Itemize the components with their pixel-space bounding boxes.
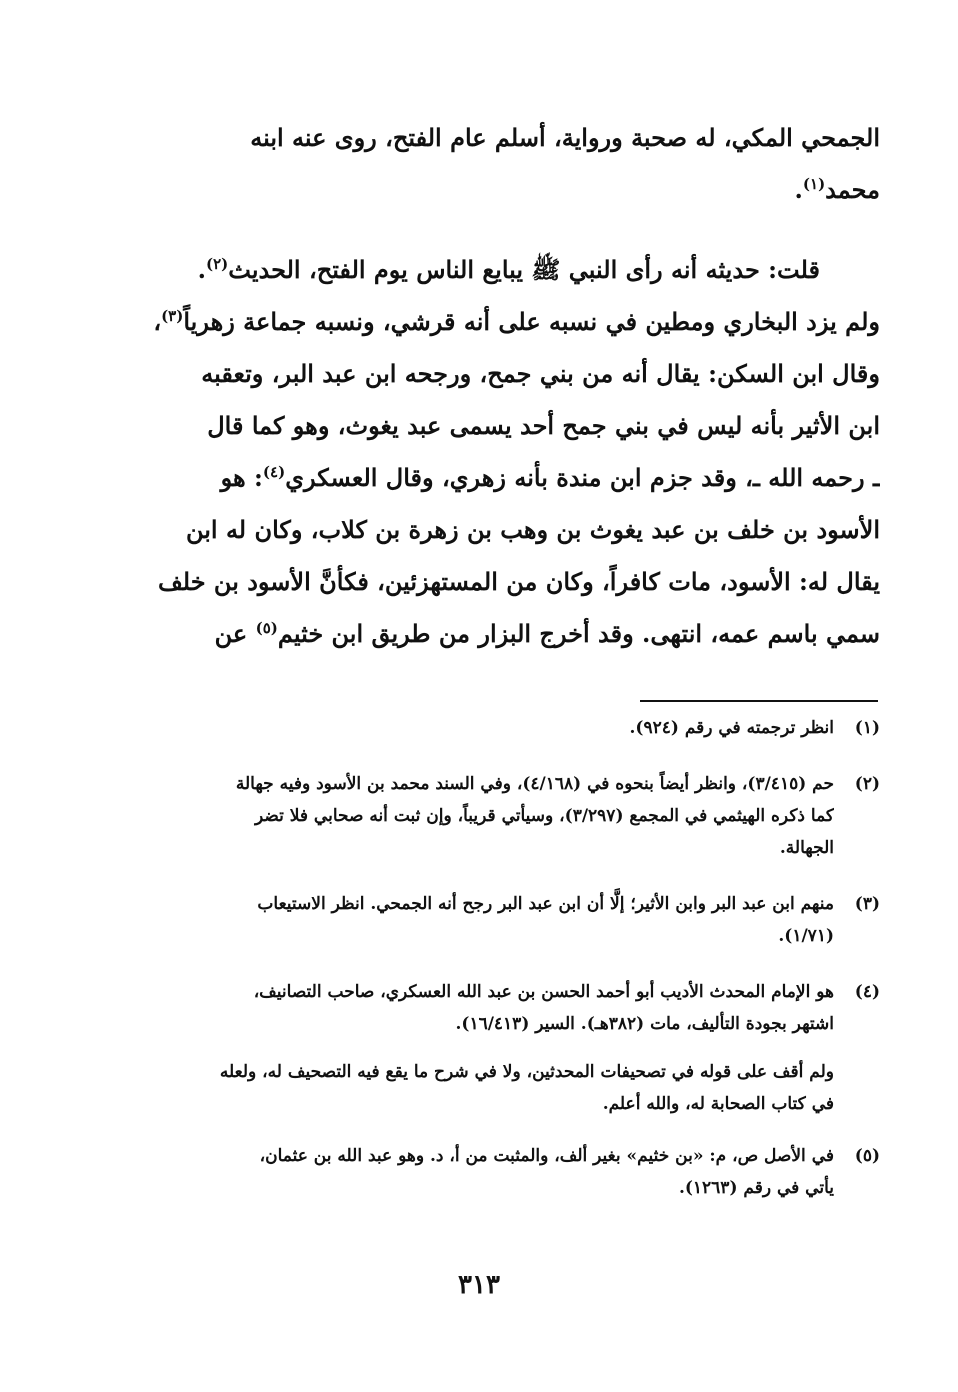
text-segment: . — [794, 175, 803, 204]
text-segment: الأسود بن خلف بن عبد يغوث بن وهب بن زهرة بن كلاب، وكان له ابن — [185, 515, 880, 544]
text-segment: وقال ابن السكن: يقال أنه من بني جمح، ورجحه ابن عبد البر، وتعقبه — [201, 359, 880, 388]
footnote-3 — [128, 888, 880, 952]
footnote-line: اشتهر بجودة التأليف، مات (٣٨٢هـ). السير (١٦/٤١٣). — [455, 1014, 834, 1034]
text-segment: محمد — [825, 175, 880, 204]
footnote-line: حم (٣/٤١٥)، وانظر أيضاً بنحوه في (٤/١٦٨)، وفي السند محمد بن الأسود وفيه جهالة — [235, 774, 834, 794]
text-line — [128, 112, 880, 164]
footnote-body — [128, 976, 834, 1040]
text-segment: الجمحي المكي، له صحبة ورواية، أسلم عام الفتح، روى عنه ابنه — [250, 123, 880, 152]
footnote-number: (٣) — [854, 894, 880, 914]
footnote-line: في كتاب الصحابة له، والله أعلم. — [602, 1094, 834, 1114]
footnote-divider — [640, 700, 878, 702]
footnotes — [128, 712, 880, 1228]
text-segment: سمي باسم عمه، انتهى. وقد أخرج البزار من طريق ابن خثيم — [277, 619, 880, 648]
footnote-number: (١) — [854, 718, 880, 738]
footnote-line: هو الإمام المحدث الأديب أبو أحمد الحسن بن عبد الله العسكري، صاحب التصانيف، — [253, 982, 834, 1002]
footnote-line: كما ذكره الهيثمي في المجمع (٣/٢٩٧)، وسيأتي قريباً، وإن ثبت أنه صحابي فلا تضر — [254, 806, 834, 826]
text-line — [128, 244, 880, 296]
footnote-body — [128, 768, 834, 864]
text-segment: : هو — [220, 463, 263, 492]
footnote-line: ولم أقف على قوله في تصحيفات المحدثين، ولا في شرح ما يقع فيه التصحيف له، ولعله — [219, 1062, 834, 1082]
footnote-body — [128, 1140, 834, 1204]
text-segment: عن — [214, 619, 248, 648]
footnote-4-continuation — [128, 1056, 834, 1120]
page-number: ٣١٣ — [458, 1270, 500, 1300]
text-segment: ابن الأثير بأنه ليس في بني جمح أحد يسمى عبد يغوث، وهو كما قال — [207, 411, 880, 440]
footnote-ref: (٥) — [255, 619, 278, 637]
text-line — [128, 164, 880, 216]
text-line — [128, 348, 880, 400]
text-segment: . — [197, 255, 206, 284]
footnote-number: (٥) — [854, 1146, 880, 1166]
text-line — [128, 556, 880, 608]
footnote-number: (٢) — [854, 774, 880, 794]
footnote-ref: (٤) — [262, 463, 286, 481]
footnote-line: انظر ترجمته في رقم (٩٢٤). — [629, 718, 834, 738]
main-text — [128, 112, 880, 660]
text-segment: ولم يزد البخاري ومطين في نسبه على أنه قرشي، ونسبه جماعة زهرياً — [183, 307, 880, 336]
footnote-4 — [128, 976, 880, 1040]
footnote-5 — [128, 1140, 880, 1204]
footnote-body — [128, 712, 834, 744]
text-line — [128, 608, 880, 660]
footnote-line: منهم ابن عبد البر وابن الأثير؛ إلَّا أن ابن عبد البر رجح أنه الجمحي. انظر الاستيعاب — [257, 894, 834, 914]
footnote-line: في الأصل ص، م: «بن خثيم» بغير ألف، والمثبت من أ، د. وهو عبد الله بن عثمان، — [259, 1146, 834, 1166]
text-line — [128, 400, 880, 452]
text-line — [128, 504, 880, 556]
footnote-1 — [128, 712, 880, 744]
footnote-ref: (٣) — [161, 307, 184, 325]
footnote-2 — [128, 768, 880, 864]
text-segment: قلت: حديثه أنه رأى النبي ﷺ يبايع الناس يوم الفتح، الحديث — [228, 255, 820, 284]
text-segment: ، — [153, 307, 162, 336]
footnote-line: (١/٧١). — [778, 926, 834, 946]
text-segment: يقال له: الأسود، مات كافراً، وكان من المستهزئين، فكأنَّ الأسود بن خلف — [157, 567, 880, 596]
text-line — [128, 296, 880, 348]
footnote-ref: (١) — [802, 175, 826, 193]
footnote-body — [128, 888, 834, 952]
footnote-ref: (٢) — [206, 255, 229, 273]
text-segment: ـ رحمه الله ـ، وقد جزم ابن مندة بأنه زهري، وقال العسكري — [285, 463, 880, 492]
footnote-number: (٤) — [854, 982, 880, 1002]
footnote-line: الجهالة. — [779, 838, 834, 858]
footnote-line: يأتي في رقم (١٢٦٣). — [678, 1178, 834, 1198]
text-line — [128, 452, 880, 504]
